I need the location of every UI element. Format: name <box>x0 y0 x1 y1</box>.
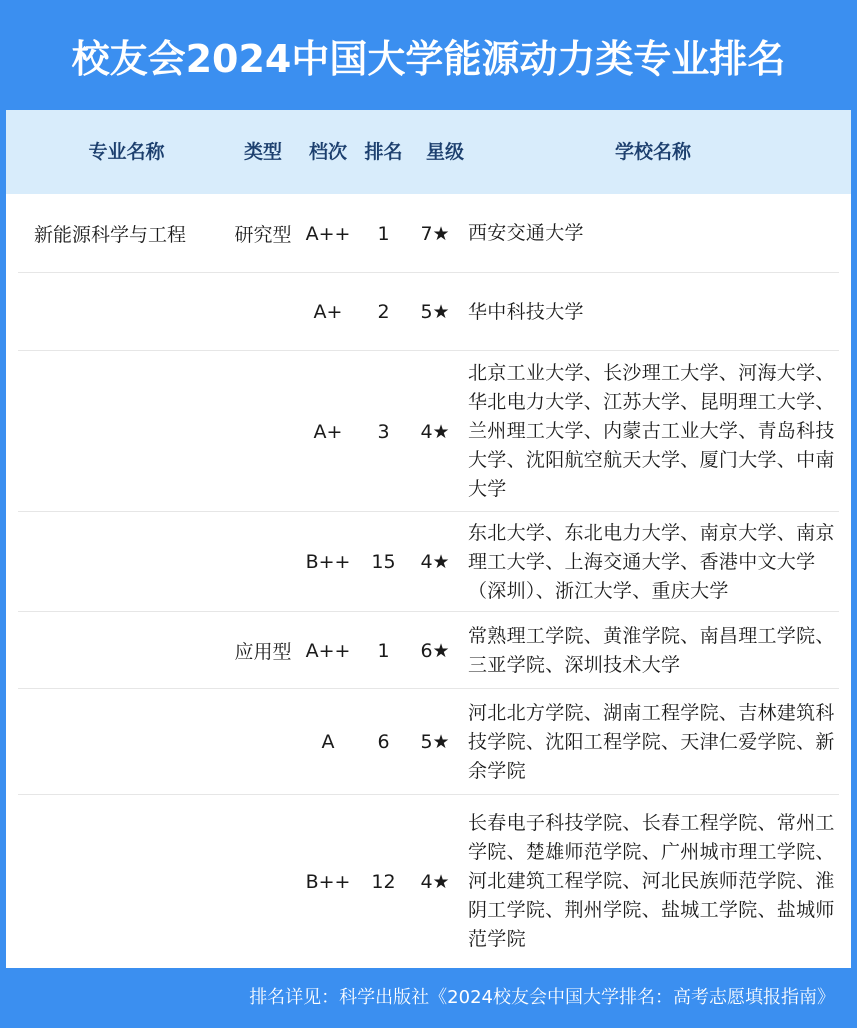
tier-cell: A+ <box>313 301 343 323</box>
type-cell <box>228 795 298 968</box>
table-row <box>6 512 851 612</box>
major-cell <box>34 689 234 795</box>
rank-cell: 1 <box>377 222 390 245</box>
header-school: 学校名称 <box>614 141 691 163</box>
major-cell: 新能源科学与工程 <box>34 224 187 246</box>
school-cell: 华中科技大学 <box>468 300 584 323</box>
star-cell: 4★ <box>420 551 450 573</box>
rank-cell: 6 <box>377 731 390 753</box>
header-tier: 档次 <box>308 141 347 163</box>
rank-cell: 12 <box>371 870 396 893</box>
header-type: 类型 <box>243 141 282 163</box>
star-cell: 4★ <box>420 870 450 893</box>
type-cell <box>228 351 298 512</box>
footer-text: 排名详见：科学出版社《2024校友会中国大学排名：高考志愿填报指南》 <box>249 987 835 1008</box>
star-cell: 5★ <box>420 301 450 323</box>
school-cell: 常熟理工学院、黄淮学院、南昌理工学院、三亚学院、深圳技术大学 <box>468 624 835 676</box>
tier-cell: B++ <box>305 551 351 573</box>
table-row <box>6 612 851 689</box>
ranking-table <box>6 110 851 968</box>
tier-cell: A++ <box>305 222 351 245</box>
school-cell: 北京工业大学、长沙理工大学、河海大学、华北电力大学、江苏大学、昆明理工大学、兰州理工大学、内蒙古工业大学、青岛科技大学、沈阳航空航天大学、厦门大学、中南大学 <box>468 362 835 500</box>
page-title: 校友会2024中国大学能源动力类专业排名 <box>71 36 786 81</box>
major-cell <box>34 795 234 968</box>
type-cell: 应用型 <box>234 641 292 663</box>
source-footer <box>0 968 857 1028</box>
star-cell: 5★ <box>420 731 450 753</box>
table-header <box>6 110 851 194</box>
header-rank: 排名 <box>364 141 403 163</box>
type-cell <box>228 273 298 351</box>
tier-cell: A+ <box>313 420 343 443</box>
type-cell: 研究型 <box>234 224 292 246</box>
school-cell: 西安交通大学 <box>468 222 584 244</box>
rank-cell: 15 <box>371 551 396 573</box>
table-row <box>6 795 851 968</box>
major-cell <box>34 612 234 689</box>
school-cell: 河北北方学院、湖南工程学院、吉林建筑科技学院、沈阳工程学院、天津仁爱学院、新余学院 <box>468 701 835 782</box>
tier-cell: A <box>321 731 335 753</box>
rank-cell: 2 <box>377 301 390 323</box>
table-row <box>6 194 851 273</box>
rank-cell: 3 <box>377 420 390 443</box>
star-cell: 4★ <box>420 420 450 443</box>
school-cell: 东北大学、东北电力大学、南京大学、南京理工大学、上海交通大学、香港中文大学（深圳）、浙江大学、重庆大学 <box>468 521 835 602</box>
tier-cell: A++ <box>305 639 351 662</box>
table-row <box>6 351 851 512</box>
major-cell <box>34 351 234 512</box>
header-major: 专业名称 <box>88 141 165 163</box>
tier-cell: B++ <box>305 870 351 893</box>
table-row <box>6 689 851 795</box>
star-cell: 7★ <box>420 222 450 245</box>
type-cell <box>228 689 298 795</box>
major-cell <box>34 273 234 351</box>
major-cell <box>34 512 234 612</box>
rank-cell: 1 <box>377 639 390 662</box>
type-cell <box>228 512 298 612</box>
star-cell: 6★ <box>420 639 450 662</box>
header-star: 星级 <box>425 141 464 163</box>
table-row <box>6 273 851 351</box>
school-cell: 长春电子科技学院、长春工程学院、常州工学院、楚雄师范学院、广州城市理工学院、河北建筑工程学院、河北民族师范学院、淮阴工学院、荆州学院、盐城工学院、盐城师范学院 <box>468 812 835 950</box>
